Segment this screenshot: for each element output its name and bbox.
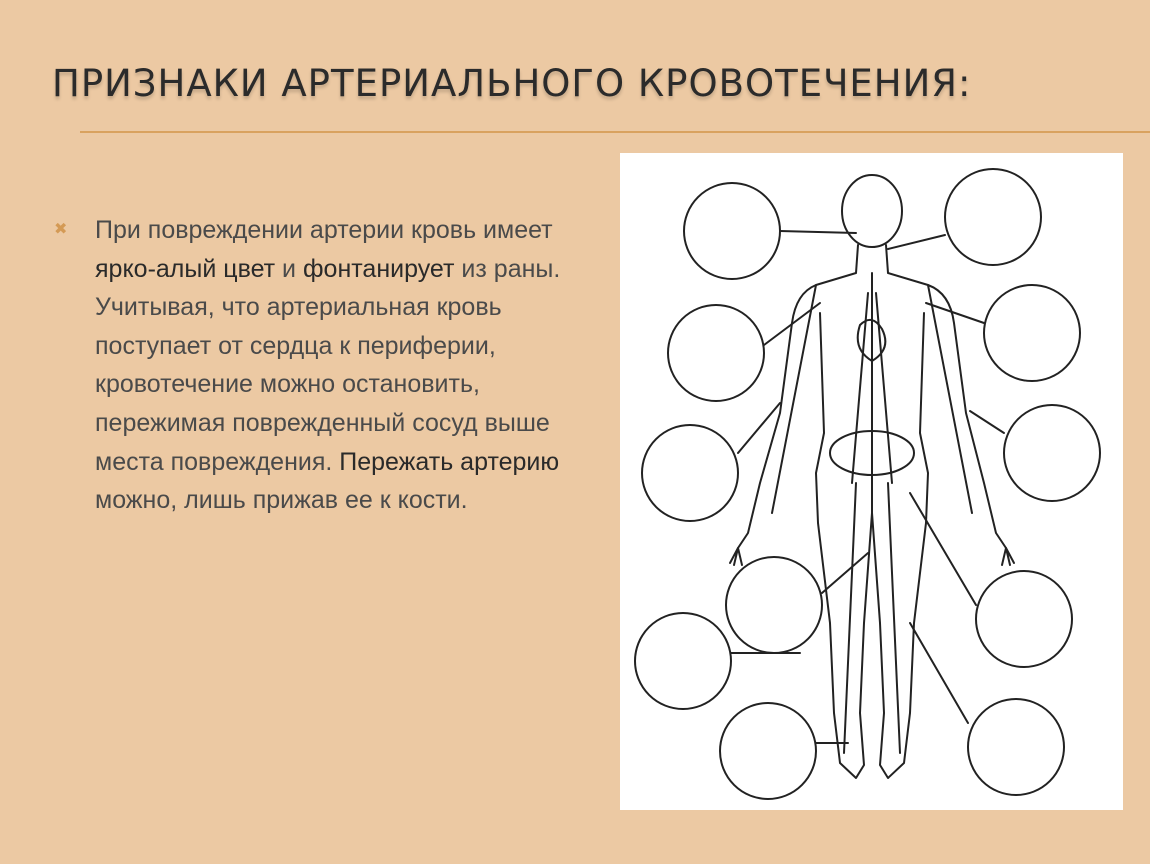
title-divider (80, 131, 1150, 133)
arterial-pressure-points-illustration (620, 153, 1123, 810)
emphasis-bright-red-color: ярко-алый цвет (95, 254, 276, 283)
pressure-point-insets (635, 169, 1100, 799)
paragraph-text-4: можно, лишь прижав ее к кости. (95, 486, 468, 515)
emphasis-spurts: фонтанирует (302, 254, 455, 283)
anatomy-figure-svg (620, 153, 1123, 810)
paragraph-text-2: и (275, 254, 303, 283)
slide-title: ПРИЗНАКИ АРТЕРИАЛЬНОГО КРОВОТЕЧЕНИЯ: (52, 62, 972, 105)
emphasis-press-artery: Пережать артерию (339, 447, 560, 476)
body-outline (730, 175, 1014, 778)
paragraph-text-1: При повреждении артерии кровь имеет (95, 216, 553, 244)
paragraph-text-3: из раны. Учитывая, что артериальная кровь поступает от сердца к периферии, кровотечение можно остановить, пережимая поврежденный сосуд выше места повреждения. (95, 254, 561, 476)
bullet-paragraph (95, 211, 565, 520)
x-mark-icon: ✖ (54, 221, 68, 238)
